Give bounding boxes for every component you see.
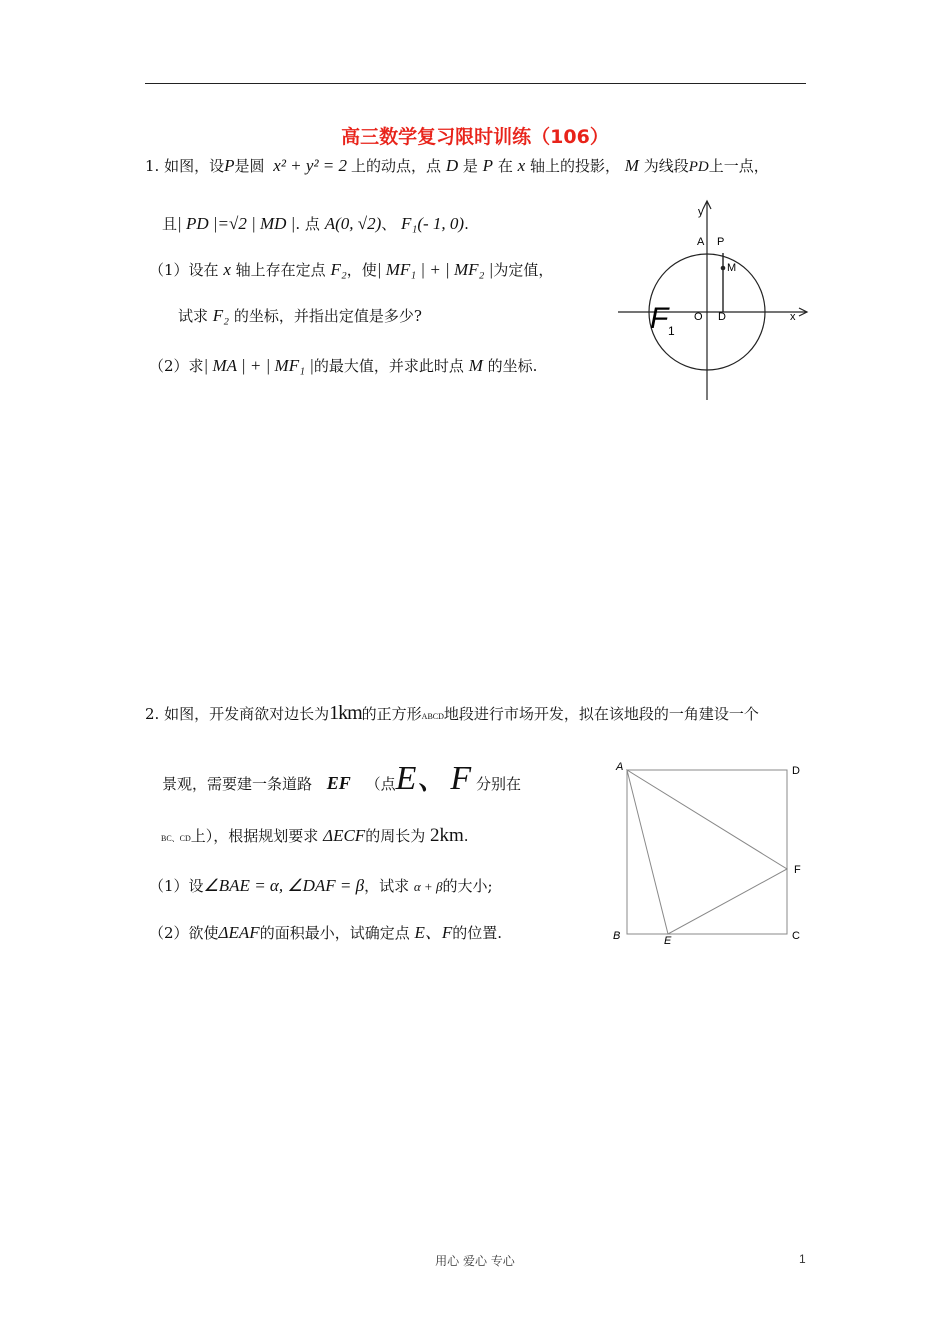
label-a: A	[616, 761, 624, 773]
label-e: E	[664, 935, 672, 947]
label-o: O	[694, 311, 703, 323]
q1-stem-line1: 1. 如图，设P是圆 x² + y² = 2 上的动点，点 D 是 P 在 x 轴上的投影， M 为线段PD上一点，	[145, 156, 769, 175]
figure-square	[608, 756, 808, 948]
q2-stem-line3: BC、CD上），根据规划要求 ΔECF的周长为 2km.	[161, 825, 469, 846]
label-a: A	[697, 236, 705, 248]
label-d: D	[718, 311, 726, 323]
label-m: M	[727, 262, 737, 274]
label-x: x	[790, 311, 796, 323]
page-title: 高三数学复习限时训练（106）	[341, 126, 609, 148]
q1-part2: （2）求| MA | + | MF₁ |的最大值，并求此时点 M 的坐标.	[149, 356, 538, 375]
q1-part1-line2: 试求 F₂ 的坐标，并指出定值是多少?	[178, 306, 422, 325]
label-f1: F	[650, 302, 669, 335]
triangle-aef	[627, 770, 787, 934]
point-m	[721, 266, 726, 271]
square-abcd	[627, 770, 787, 934]
label-f1-sub: 1	[668, 324, 675, 338]
q1-stem-line2: 且| PD |=√2 | MD |. 点 A(0, √2)、 F₁(- 1, 0).	[162, 214, 469, 233]
q2-stem-line2: 景观，需要建一条道路 EF （点E、F 分别在	[162, 760, 521, 797]
q2-part1: （1）设∠BAE = α, ∠DAF = β，试求 α + β的大小;	[149, 876, 493, 895]
footer-text: 用心 爱心 专心	[435, 1254, 515, 1268]
label-y: y	[698, 206, 704, 218]
q1-part1-line1: （1）设在 x 轴上存在定点 F₂，使| MF₁ | + | MF₂ |为定值，	[149, 260, 554, 279]
figure-circle	[610, 195, 815, 405]
header-rule	[145, 83, 806, 84]
label-p: P	[717, 236, 725, 248]
q2-stem-line1: 2. 如图，开发商欲对边长为1km的正方形ABCD地段进行市场开发，拟在该地段的一角建设一个	[145, 702, 759, 724]
page-number: 1	[799, 1252, 806, 1266]
label-f: F	[794, 864, 801, 876]
label-d: D	[792, 765, 800, 777]
label-b: B	[613, 930, 621, 942]
label-c: C	[792, 930, 800, 942]
q2-part2: （2）欲使ΔEAF的面积最小，试确定点 E、F的位置.	[149, 923, 503, 942]
